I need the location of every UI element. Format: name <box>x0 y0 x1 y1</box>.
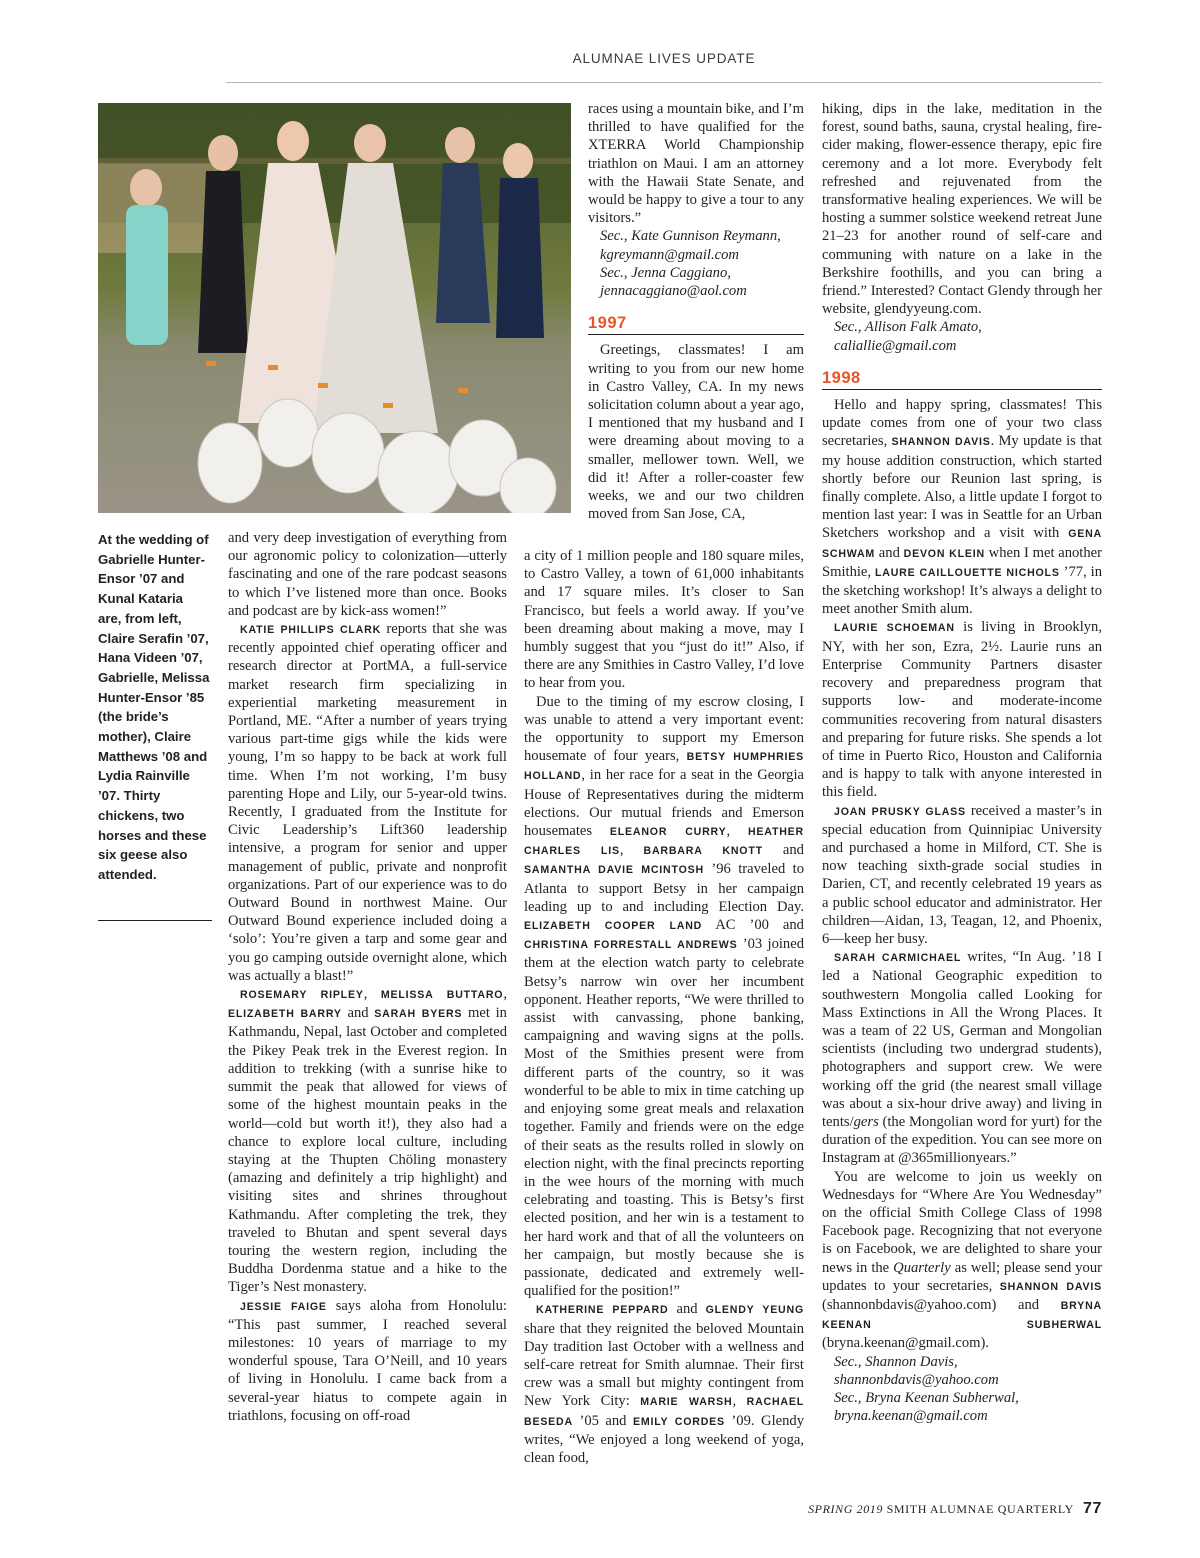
alumna-name: ELIZABETH BARRY <box>228 1008 342 1021</box>
issue-label: SPRING 2019 <box>808 1502 884 1516</box>
magazine-title: SMITH ALUMNAE QUARTERLY <box>886 1502 1074 1516</box>
col2-paragraph: Due to the timing of my escrow closing, I was unable to attend a very important event: the opportunity to support my Emerson housemate of four years, BETSY HUMPHRIES HOLLAND, in her race for a seat in the Georgia House of Representatives during the midterm elections. Our mutual friends and Emerson housemates ELEANOR CURRY, HEATHER CHARLES LIS, BARBARA KNOTT and SAMANTHA DAVIE MCINTOSH ’96 traveled to Atlanta to support Betsy in her campaign leading up to and including Election Day. ELIZABETH COOPER LAND AC ’00 and CHRISTINA FORRESTALL ANDREWS ’03 joined them at the election watch party to celebrate Betsy’s narrow win over her incumbent opponent. Heather reports, “We were thrilled to assist with canvassing, phone banking, campaigning and waving signs at the polls. Most of the Smithies present were from different parts of the country, so it was wonderful to be able to mix in time catching up and enjoying some great meals and relaxation together. Family and friends were on the edge of their seats as the results rolled in slowly on election night, with the final precincts reporting in the wee hours of the morning with much celebrating and toasting. This is Betsy’s first elected position, and her win is a testament to her hard work and that of all the volunteers on her campaign, but mostly because she is passionate, dedicated and extremely well-qualified for the position!” <box>524 693 805 1300</box>
alumna-name: ROSEMARY RIPLEY <box>240 989 364 1002</box>
col1-paragraph: JESSIE FAIGE says aloha from Honolulu: “This past summer, I reached several milestones: 10 years of marriage to my wonderful spouse, Tara O’Neill, and 10 years of living in Honolulu. I came back from a several-year hiatus to compete again in triathlons, focusing on off-road <box>228 1297 507 1424</box>
column-2-bottom <box>524 547 804 1467</box>
alumna-name: MARIE WARSH <box>640 1396 733 1409</box>
col2-paragraph: KATHERINE PEPPARD and GLENDY YEUNG share that they reignited the beloved Mountain Day tradition last October with a wellness and self-care retreat for Smith alumnae. Their first crew was a small but mighty contingent from New York City: MARIE WARSH, RACHAEL BESEDA ’05 and EMILY CORDES ’09. Glendy writes, “We enjoyed a long weekend of yoga, clean food, <box>524 1301 805 1466</box>
col3-paragraph: You are welcome to join us weekly on Wednesdays for “Where Are You Wednesday” on the official Smith College Class of 1998 Facebook page. Recognizing that not everyone is on Facebook, we are delighted to share your news in the Quarterly as well; please send your updates to your secretaries, SHANNON DAVIS (shannonbdavis@yahoo.com) and BRYNA KEENAN SUBHERWAL (bryna.keenan@gmail.com). <box>822 1168 1102 1352</box>
photo-caption: At the wedding of Gabrielle Hunter-Ensor ’07 and Kunal Kataria are, from left, Claire Serafin ’07, Hana Videen ’07, Gabrielle, Melissa Hunter-Ensor ’85 (the bride’s mother), Claire Matthews ’08 and Lydia Rainville ’07. Thirty chickens, two horses and these six geese also attended. <box>98 532 210 882</box>
header-divider <box>226 82 1102 83</box>
column-1 <box>228 529 507 1425</box>
section-header: ALUMNAE LIVES UPDATE <box>572 51 756 66</box>
alumna-name: HEATHER CHARLES LIS <box>524 826 804 858</box>
column-3 <box>822 100 1102 1425</box>
secretary-credit: Sec., Kate Gunnison Reymann, kgreymann@gmail.com <box>600 228 781 263</box>
alumna-name: LAURE CAILLOUETTE NICHOLS <box>874 566 1060 579</box>
wedding-photo <box>98 103 571 513</box>
col3-paragraph: JOAN PRUSKY GLASS received a master’s in special education from Quinnipiac University and purchased a home in Milford, CT. She is now teaching sixth-grade social studies in Darien, CT, and recently celebrated 19 years as a public school educator and administrator. Her children—Aidan, 13, Teagan, 12, and Phoenix, 6—keep her busy. <box>822 802 1102 947</box>
col2-paragraph: Greetings, classmates! I am writing to you from our new home in Castro Valley, CA. In my news solicitation column about a year ago, I mentioned that my husband and I were dreaming about moving to a smaller, mellower town. Well, we did it! After a roller-coaster few weeks, we and our two children moved from San Jose, CA, <box>588 342 804 523</box>
col2-paragraph: races using a mountain bike, and I’m thrilled to have qualified for the XTERRA World Championship triathlon on Maui. I am an attorney with the Hawaii State Senate, and would be happy to give a tour to any visitors.” <box>588 101 805 227</box>
alumna-name: ELIZABETH COOPER LAND <box>524 920 703 933</box>
alumna-name: EMILY CORDES <box>632 1415 725 1428</box>
alumna-name: LAURIE SCHOEMAN <box>834 622 955 635</box>
alumna-name: SAMANTHA DAVIE MCINTOSH <box>524 864 704 877</box>
alumna-name: KATIE PHILLIPS CLARK <box>240 624 382 637</box>
secretary-credit: Sec., Bryna Keenan Subherwal, bryna.keenan@gmail.com <box>834 1390 1019 1425</box>
column-2-top <box>588 100 804 523</box>
secretary-credit: Sec., Shannon Davis, shannonbdavis@yahoo.com <box>834 1353 999 1388</box>
secretary-credit: Sec., Allison Falk Amato, caliallie@gmail.com <box>834 319 982 354</box>
page-footer <box>808 1500 1102 1518</box>
alumna-name: BETSY HUMPHRIES HOLLAND <box>524 751 804 783</box>
alumna-name: SHANNON DAVIS <box>891 436 991 449</box>
alumna-name: BRYNA KEENAN SUBHERWAL <box>822 1300 1102 1332</box>
alumna-name: JOAN PRUSKY GLASS <box>834 805 966 818</box>
alumna-name: KATHERINE PEPPARD <box>536 1304 669 1317</box>
col3-paragraph: SARAH CARMICHAEL writes, “In Aug. ’18 I led a National Geographic expedition to southwestern Mongolia called Looking for Mass Extinctions in All the Wrong Places. It was a team of 22 US, German and Mongolian scientists (including two undergrad students), photographers and support crew. We were working off the grid (the nearest small village was about a six-hour drive away) and living in tents/gers (the Mongolian word for yurt) for the duration of the expedition. You can see more on Instagram at @365millionyears.” <box>822 949 1102 1167</box>
col3-paragraph: hiking, dips in the lake, meditation in the forest, sound baths, sauna, crystal healing, fire-cider making, flower-essence therapy, epic fire ceremony and a lot more. Everybody felt refreshed and rejuvenated from the transformative healing experiences. We will be hosting a summer solstice weekend retreat June 21–23 for another round of self-care and communing with nature on a lake in the Berkshire foothills, and you can bring a friend.” Interested? Contact Glendy through her website, glendyyeung.com. <box>822 101 1102 318</box>
alumna-name: DEVON KLEIN <box>903 547 985 560</box>
alumna-name: SARAH BYERS <box>374 1008 463 1021</box>
alumna-name: ELEANOR CURRY <box>609 826 727 839</box>
page-number: 77 <box>1083 1500 1102 1517</box>
col3-paragraph: Hello and happy spring, classmates! This update comes from one of your two class secretaries, SHANNON DAVIS. My update is that my house addition construction, which started shortly before our Reunion last spring, is finally complete. Also, a little update I forgot to mention last year: I was in Seattle for an Urban Sketchers workshop and a visit with GENA SCHWAM and DEVON KLEIN when I met another Smithie, LAURE CAILLOUETTE NICHOLS ’77, in the sketching workshop! It’s always a delight to meet another Smith alum. <box>822 397 1102 618</box>
alumna-name: MELISSA BUTTARO <box>380 989 504 1002</box>
alumna-name: CHRISTINA FORRESTALL ANDREWS <box>524 939 738 952</box>
alumna-name: GLENDY YEUNG <box>705 1304 805 1317</box>
alumna-name: SHANNON DAVIS <box>999 1280 1102 1293</box>
class-year-heading: 1997 <box>588 314 804 335</box>
class-year-heading: 1998 <box>822 369 1102 390</box>
col1-paragraph: ROSEMARY RIPLEY, MELISSA BUTTARO, ELIZABETH BARRY and SARAH BYERS met in Kathmandu, Nepal, last October and completed the Pikey Peak trek in the Everest region. In addition to trekking (with a sunrise hike to summit the peak that allowed for views of some of the highest mountain peaks in the world—cold but worth it!), they also had a chance to explore local culture, including staying at the Thupten Chöling monastery (amazing and definitely a trip highlight) and visiting sites and shrines throughout Kathmandu. After completing the trek, they traveled to Bhutan and spent several days touring the western region, including the Buddha Dordenma statue and a hike to the Tiger’s Nest monastery. <box>228 986 508 1296</box>
alumna-name: JESSIE FAIGE <box>240 1300 327 1313</box>
secretary-credit: Sec., Jenna Caggiano, jennacaggiano@aol.com <box>600 264 747 300</box>
col1-paragraph: and very deep investigation of everything from our agronomic policy to colonization—utterly fascinating and one of the rare podcast seasons to which I’ve listened more than once. Books and podcast are by kick-ass women!” <box>228 530 507 619</box>
caption-divider <box>98 920 212 921</box>
col1-paragraph: KATIE PHILLIPS CLARK reports that she was recently appointed chief operating officer and research director at PortMA, a full-service market research firm specializing in experiential marketing measurement in Portland, ME. “After a number of years trying various part-time gigs while the kids were young, I’m so happy to be back at work full time. When I’m not working, I’m busy parenting Hope and Lily, our 5-year-old twins. Recently, I graduated from the Institute for Civic Leadership’s Lift360 leadership intensive, a program for senior and upper management of public, private and nonprofit organizations. Part of our experience was to do Outward Bound in northwest Maine. Our Outward Bound experience included doing a ‘solo’: You’re given a tarp and some gear and you go camping outside overnight alone, which was actually a blast!” <box>228 621 508 984</box>
alumna-name: RACHAEL BESEDA <box>524 1396 805 1428</box>
alumna-name: SARAH CARMICHAEL <box>834 952 962 965</box>
alumna-name: GENA SCHWAM <box>822 528 1102 560</box>
col2-paragraph: a city of 1 million people and 180 square miles, to Castro Valley, a town of 61,000 inhabitants and 17 square miles. It’s closer to San Francisco, but feels a world away. If you’ve been dreaming about making a move, may I humbly suggest that you “just do it!” Also, if there are any Smithies in Castro Valley, I’d love to hear from you. <box>524 548 804 692</box>
alumna-name: BARBARA KNOTT <box>643 845 763 858</box>
col3-paragraph: LAURIE SCHOEMAN is living in Brooklyn, NY, with her son, Ezra, 2½. Laurie runs an Enterprise Community Partners disaster recovery and preparedness program that supports low- and moderate-income communities recovering from natural disasters and preparing for future risks. She spends a lot of time in Puerto Rico, Houston and California and is happy to talk with anyone interested in this field. <box>822 619 1102 801</box>
